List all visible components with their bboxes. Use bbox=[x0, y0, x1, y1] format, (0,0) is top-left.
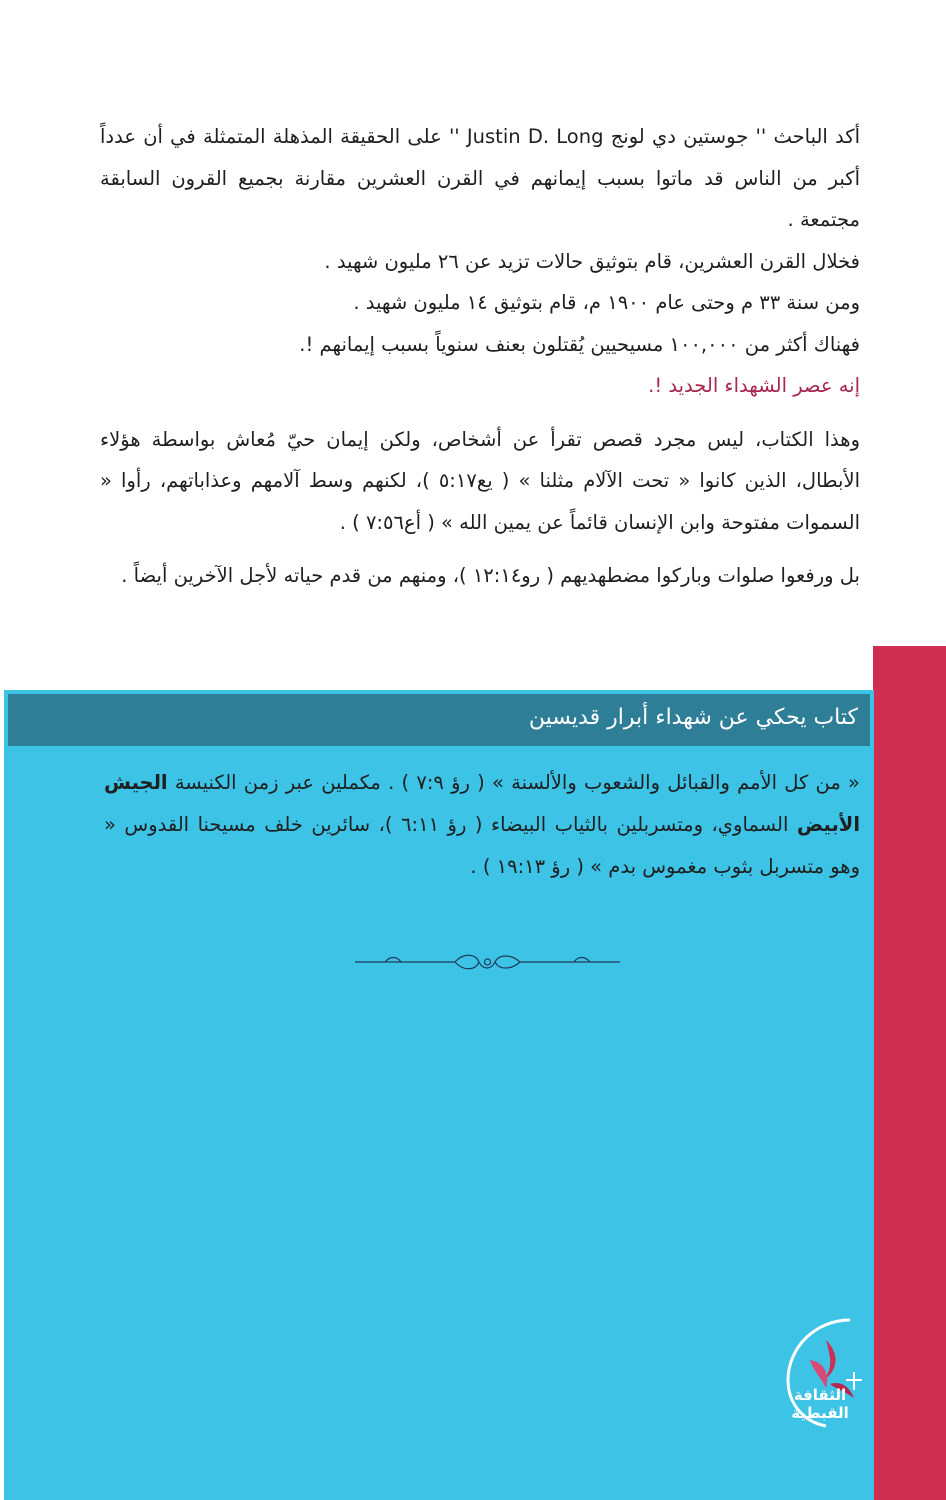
intro-paragraph-1: أكد الباحث '' جوستين دي لونج Justin D. Long '' على الحقيقة المذهلة المتمثلة في أن عدداً أكبر من الناس قد ماتوا بسبب إيمانهم في القرن العشرين مقارنة بجميع القرون السابقة مجتمعة . bbox=[100, 125, 860, 231]
intro-text-block bbox=[100, 116, 860, 597]
highlight-line: إنه عصر الشهداء الجديد !. bbox=[648, 374, 860, 397]
red-side-strip bbox=[873, 646, 946, 1500]
publisher-name: الثقافة القبطية bbox=[791, 1386, 849, 1422]
intro-paragraph-5: وهذا الكتاب، ليس مجرد قصص تقرأ عن أشخاص، ولكن إيمان حيّ مُعاش بواسطة هؤلاء الأبطال، الذين كانوا « تحت الآلام مثلنا » ( يع٥:١٧ )، لكنهم وسط آلامهم وعذاباتهم، رأوا « السموات مفتوحة وابن الإنسان قائماً عن يمين الله » ( أع٧:٥٦ ) . bbox=[100, 427, 860, 534]
blue-panel-text bbox=[104, 762, 860, 888]
ornament-divider-icon bbox=[355, 950, 620, 974]
intro-paragraph-3: ومن سنة ٣٣ م وحتى عام ١٩٠٠ م، قام بتوثيق ١٤ مليون شهيد . bbox=[353, 291, 860, 314]
blue-text-part-2: السماوي، ومتسربلين بالثياب البيضاء ( رؤ ٦:١١ )، سائرين خلف مسيحنا القدوس « وهو متسربل بثوب مغموس بدم » ( رؤ ١٩:١٣ ) . bbox=[104, 813, 860, 878]
intro-paragraph-6: بل ورفعوا صلوات وباركوا مضطهديهم ( رو١٢:١٤ )، ومنهم من قدم حياته لأجل الآخرين أيضاً . bbox=[121, 564, 860, 587]
intro-paragraph-4: فهناك أكثر من ١٠٠,٠٠٠ مسيحيين يُقتلون بعنف سنوياً بسبب إيمانهم !. bbox=[299, 332, 860, 356]
blue-text-part-1: « من كل الأمم والقبائل والشعوب والألسنة » ( رؤ ٧:٩ ) . مكملين عبر زمن الكنيسة bbox=[167, 771, 860, 794]
white-army-phrase: الجيش الأبيض bbox=[104, 771, 861, 836]
intro-paragraph-2: فخلال القرن العشرين، قام بتوثيق حالات تزيد عن ٢٦ مليون شهيد . bbox=[324, 249, 860, 273]
blue-paragraph bbox=[104, 762, 860, 888]
blue-panel-header: كتاب يحكي عن شهداء أبرار قديسين bbox=[8, 694, 870, 746]
